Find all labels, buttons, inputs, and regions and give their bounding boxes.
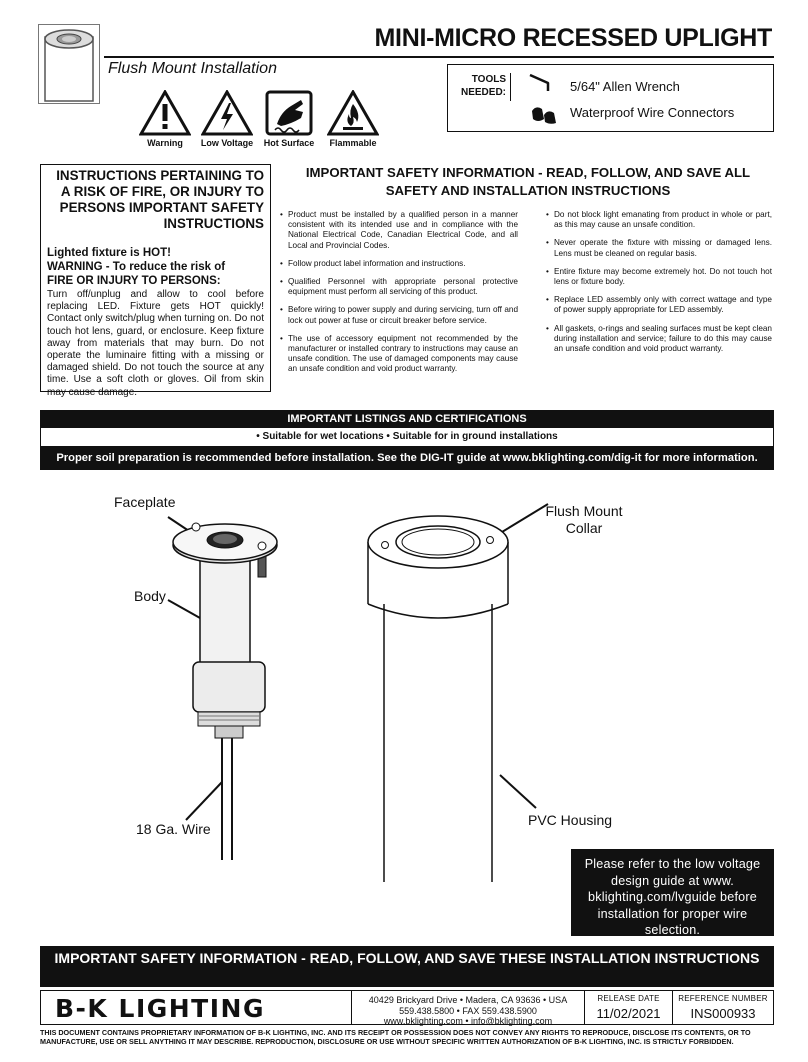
safety-heading: IMPORTANT SAFETY INFORMATION - READ, FOLLOW, AND SAVE ALL SAFETY AND INSTALLATION INSTRUCTIONS: [305, 165, 751, 198]
hot-line: Lighted fixture is HOT!: [47, 247, 171, 259]
proprietary-disclaimer: THIS DOCUMENT CONTAINS PROPRIETARY INFORMATION OF B-K LIGHTING, INC. AND ITS RECEIPT OR POSSESSION DOES NOT CONVEY ANY RIGHTS TO REPRODUCE, DISCLOSE ITS CONTENTS, OR TO MANUFACTURE, USE OR SELL ANYTHING IT MAY DESCRIBE. REPRODUCTION, DISCLOSURE OR USE WITHOUT SPECIFIC WRITTEN AUTHORIZATION OF B-K LIGHTING, INC. IS STRICTLY FORBIDDEN.: [40, 1028, 751, 1046]
address-line2: 559.438.5800 • FAX 559.438.5900: [399, 1005, 537, 1016]
hazard-label: Flammable: [329, 138, 377, 148]
fire-warning-heading: INSTRUCTIONS PERTAINING TO A RISK OF FIRE, OR INJURY TO PERSONS IMPORTANT SAFETY INSTRUCTIONS: [56, 168, 264, 231]
collar-label: [540, 503, 628, 537]
housing-leader: [500, 775, 536, 808]
title-divider: [104, 56, 774, 58]
warn-line2: FIRE OR INJURY TO PERSONS:: [47, 275, 221, 287]
safety-bullet: • Replace LED assembly only with correct wattage and type of power supply appropriate for LED assembly.: [546, 295, 772, 315]
pvc-housing-assembly: [368, 516, 508, 882]
safety-bullet: • Entire fixture may become extremely hot. Do not touch hot lens or fixture body.: [546, 267, 772, 287]
safety-bullet: • Qualified Personnel with appropriate personal protective equipment must perform all servicing of this product.: [280, 277, 518, 297]
product-thumbnail-icon: [39, 25, 99, 103]
safety-bullet: • Product must be installed by a qualified person in a manner consistent with its intended use and in compliance with the National Electrical Code, Canadian Electrical Code, and all Local and Provincial Codes.: [280, 210, 518, 251]
safety-bullet: • Before wiring to power supply and during servicing, turn off and lock out power at fuse or circuit breaker before service.: [280, 305, 518, 325]
footer-safety-banner: IMPORTANT SAFETY INFORMATION - READ, FOLLOW, AND SAVE THESE INSTALLATION INSTRUCTIONS: [40, 946, 774, 987]
low-voltage-icon: [201, 90, 253, 136]
warn-line1: WARNING - To reduce the risk of: [47, 261, 226, 273]
fixture-body-assembly: [173, 523, 277, 860]
fire-warning-body: Turn off/unplug and allow to cool before replacing LED. Fixture gets HOT quickly! Contact only switch/plug when turning on. Do not touch hot lens, guard, or enclosure. Keep fixture away from materials that may burn. Do not operate the luminaire fitting with a missing or damaged shield. Do not touch the source at any time. Use a soft cloth or gloves. Oil from skin may cause damage.: [47, 289, 264, 398]
address-line3: www.bklighting.com • info@bklighting.com: [383, 1016, 553, 1026]
tool-wire-connectors: Waterproof Wire Connectors: [570, 105, 735, 120]
collar-label-line2: Collar: [565, 520, 603, 536]
safety-bullet: • Do not block light emanating from product in whole or part, as this may cause an unsafe condition.: [546, 210, 772, 230]
hazard-hot-surface: [261, 90, 317, 148]
tools-label-line1: TOOLS: [471, 74, 506, 85]
hazard-low-voltage: [199, 90, 255, 148]
tools-label: [454, 73, 506, 99]
lv-guide-note: Please refer to the low voltage design guide at www. bklighting.com/lvguide before installation for proper wire selection.: [571, 849, 774, 936]
listings-items: • Suitable for wet locations • Suitable for in ground installations: [40, 428, 774, 446]
page-title: MINI-MICRO RECESSED UPLIGHT: [374, 24, 772, 52]
hazard-warning: [137, 90, 193, 148]
housing-label: PVC Housing: [528, 812, 613, 828]
tool-allen-wrench: 5/64" Allen Wrench: [570, 79, 680, 94]
wire-connector-icon: [530, 103, 560, 125]
wire-label: 18 Ga. Wire: [136, 821, 211, 837]
listings-heading: IMPORTANT LISTINGS AND CERTIFICATIONS: [40, 410, 774, 428]
safety-bullet: • The use of accessory equipment not recommended by the manufacturer or installed contrary to instructions may cause an unsafe condition. The use of damaged components may cause an unsafe condition and void product warranty.: [280, 334, 518, 375]
tools-divider: [510, 73, 511, 101]
hot-surface-icon: [265, 90, 313, 136]
reference-number-label: REFERENCE NUMBER: [678, 994, 768, 1003]
logo-box: [40, 990, 352, 1025]
safety-bullets-right: [546, 210, 772, 362]
hazard-label: Low Voltage: [200, 138, 254, 148]
collar-label-line1: Flush Mount: [545, 503, 623, 519]
safety-bullet: • Never operate the fixture with missing or damaged lens. Lens must be cleaned on regular basis.: [546, 238, 772, 258]
hazard-label: Hot Surface: [263, 138, 315, 148]
release-date-box: [585, 990, 673, 1025]
fixture-diagram: [0, 470, 808, 890]
safety-bullets-left: [280, 210, 518, 383]
hazard-label: Warning: [147, 138, 183, 148]
reference-number-box: [673, 990, 774, 1025]
wire-leader: [186, 782, 222, 820]
flammable-icon: [327, 90, 379, 136]
body-label: Body: [134, 588, 166, 604]
warning-icon: [139, 90, 191, 136]
release-date-value: 11/02/2021: [596, 1006, 661, 1021]
body-leader: [168, 600, 200, 618]
hazard-flammable: [325, 90, 381, 148]
company-logo: B-K LIGHTING: [55, 994, 265, 1023]
page-subtitle: Flush Mount Installation: [108, 60, 277, 77]
address-line1: 40429 Brickyard Drive • Madera, CA 93636 • USA: [368, 995, 568, 1005]
safety-bullet: • Follow product label information and instructions.: [280, 259, 518, 269]
fire-warning-box: [40, 164, 271, 398]
company-address: [352, 990, 585, 1025]
allen-wrench-icon: [528, 71, 558, 93]
soil-preparation-note: Proper soil preparation is recommended before installation. See the DIG-IT guide at www.bklighting.com/dig-it for more information.: [40, 446, 774, 470]
product-thumbnail: [38, 24, 100, 104]
faceplate-label: Faceplate: [114, 494, 176, 510]
fire-warning-subheading: [47, 246, 264, 288]
reference-number-value: INS000933: [690, 1006, 756, 1021]
release-date-label: RELEASE DATE: [597, 994, 660, 1003]
tools-needed-box: [447, 64, 774, 132]
safety-bullet: • All gaskets, o-rings and sealing surfaces must be kept clean during installation and service; failure to do this may cause an unsafe condition and void product warranty.: [546, 324, 772, 355]
tools-label-line2: NEEDED:: [460, 87, 506, 98]
